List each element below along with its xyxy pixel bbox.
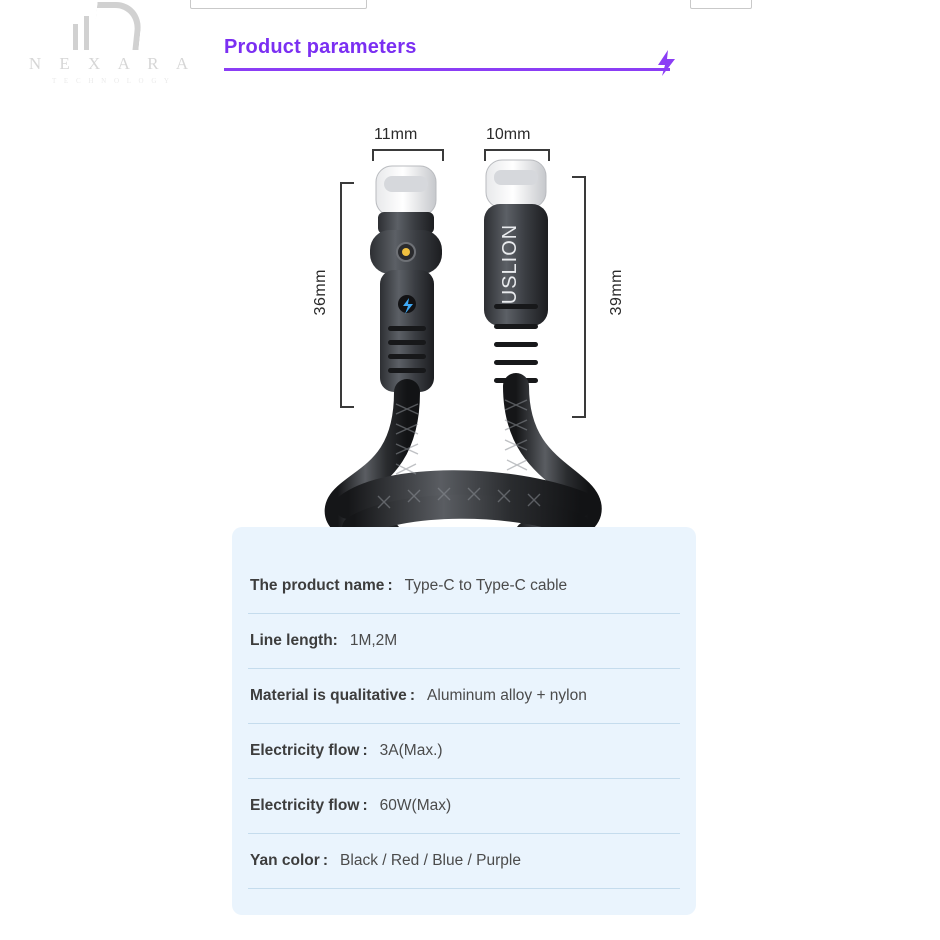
spec-row xyxy=(248,669,680,724)
svg-text:USLION: USLION xyxy=(499,223,521,305)
product-image xyxy=(228,104,698,534)
bracket-left-height xyxy=(340,182,354,408)
page-title: Product parameters xyxy=(224,36,417,58)
spec-value: 3A(Max.) xyxy=(379,742,443,759)
spec-row xyxy=(248,724,680,779)
spec-key: Material is qualitative : xyxy=(250,687,416,704)
lightning-bolt-icon xyxy=(655,50,677,76)
spec-card xyxy=(232,527,696,915)
spec-list xyxy=(248,559,680,889)
brand-tagline: T E C H N O L O G Y xyxy=(52,77,172,85)
section-header xyxy=(224,36,672,71)
spec-value: 60W(Max) xyxy=(379,797,452,814)
cable-illustration xyxy=(228,104,698,534)
brand-name: N E X A R A xyxy=(28,54,196,73)
title-underline xyxy=(224,68,670,71)
dimension-right-height: 39mm xyxy=(608,269,625,316)
bracket-right-height xyxy=(572,176,586,418)
spec-row xyxy=(248,834,680,889)
dimension-right-width: 10mm xyxy=(486,126,531,143)
dimension-left-width: 11mm xyxy=(374,126,418,143)
spec-value: 1M,2M xyxy=(349,632,398,649)
bracket-right-width xyxy=(484,149,550,161)
brand-watermark xyxy=(22,8,202,85)
dimension-left-height: 36mm xyxy=(312,269,329,316)
spec-row xyxy=(248,614,680,669)
spec-key: Line length: xyxy=(250,632,338,649)
spec-key: Electricity flow : xyxy=(250,742,368,759)
spec-value: Type-C to Type-C cable xyxy=(404,577,568,594)
spec-value: Black / Red / Blue / Purple xyxy=(340,852,521,869)
spec-row xyxy=(248,559,680,614)
bracket-left-width xyxy=(372,149,444,161)
top-cropped-bar-left xyxy=(190,0,367,9)
spec-key: Yan color : xyxy=(250,852,329,869)
spec-value: Aluminum alloy + nylon xyxy=(427,687,587,704)
top-cropped-bar-right xyxy=(690,0,752,9)
spec-key: Electricity flow : xyxy=(250,797,368,814)
spec-key: The product name : xyxy=(250,577,393,594)
spec-row xyxy=(248,779,680,834)
brand-logo-icon xyxy=(69,8,155,50)
